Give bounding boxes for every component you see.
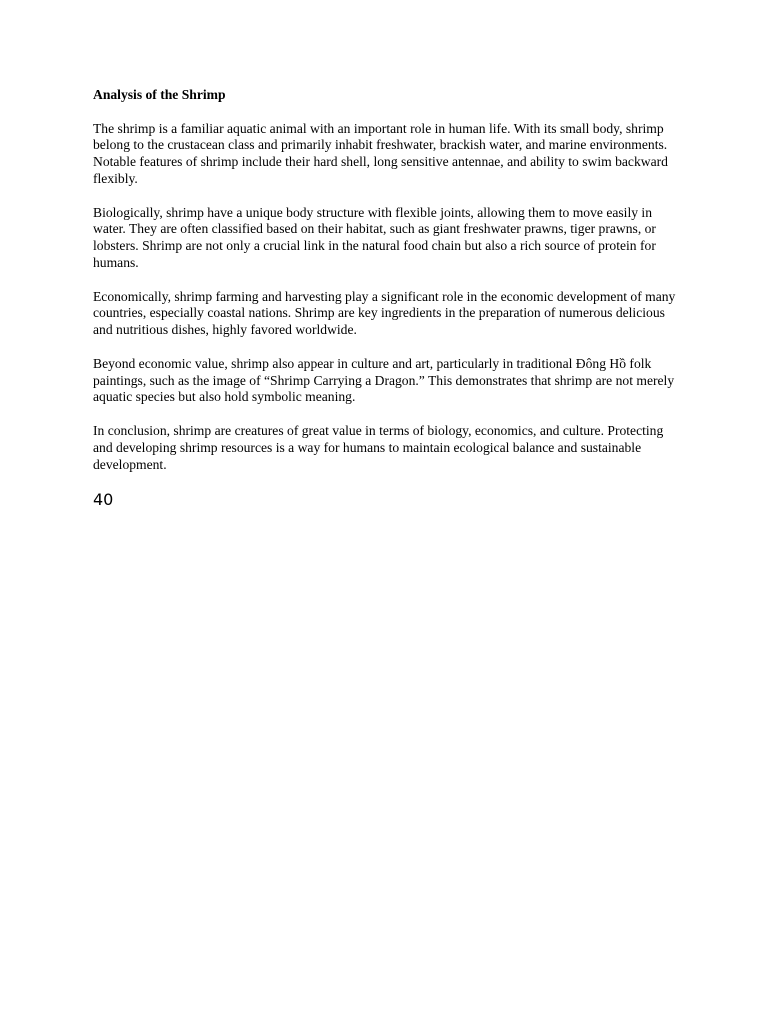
paragraph-culture: Beyond economic value, shrimp also appear in culture and art, particularly in traditional Đông Hồ folk paintings, such as the image of “Shrimp Carrying a Dragon.” This demonstrates that shrimp are not merely aquatic species but also hold symbolic meaning. xyxy=(93,355,675,405)
document-title: Analysis of the Shrimp xyxy=(93,87,226,102)
paragraph-economy: Economically, shrimp farming and harvesting play a significant role in the economic development of many countries, especially coastal nations. Shrimp are key ingredients in the preparation of numerous delicious and nutritious dishes, highly favored worldwide. xyxy=(93,288,676,338)
paragraph-introduction: The shrimp is a familiar aquatic animal with an important role in human life. With its small body, shrimp belong to the crustacean class and primarily inhabit freshwater, brackish water, and marine environments. Notable features of shrimp include their hard shell, long sensitive antennae, and ability to swim backward flexibly. xyxy=(93,120,668,186)
document-body xyxy=(93,87,683,510)
page-number: 40 xyxy=(93,490,114,510)
paragraph-conclusion: In conclusion, shrimp are creatures of great value in terms of biology, economics, and culture. Protecting and developing shrimp resources is a way for humans to maintain ecological balance and sustainable development. xyxy=(93,422,664,472)
paragraph-biology: Biologically, shrimp have a unique body structure with flexible joints, allowing them to move easily in water. They are often classified based on their habitat, such as giant freshwater prawns, tiger prawns, or lobsters. Shrimp are not only a crucial link in the natural food chain but also a rich source of protein for humans. xyxy=(93,204,656,270)
